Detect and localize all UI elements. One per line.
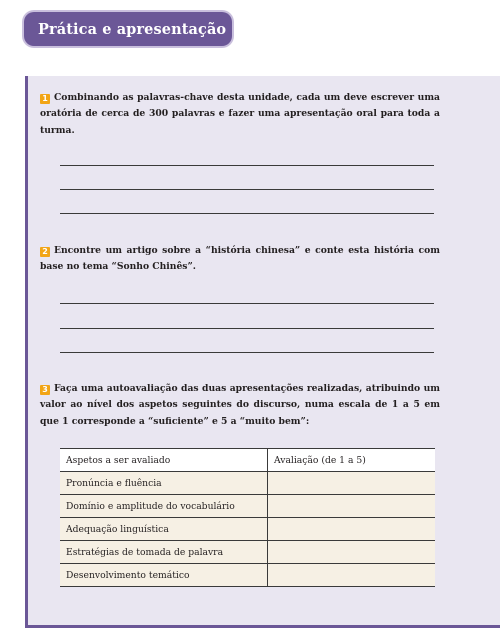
answer-line[interactable] (60, 352, 434, 353)
table-row (60, 495, 435, 518)
question-number-badge: 1 (40, 94, 50, 104)
question-2 (40, 243, 440, 276)
table-row (60, 518, 435, 541)
question-text: Combinando as palavras-chave desta unidade, cada um deve escrever uma oratória de cerca de 300 palavras e fazer uma apresentação oral para toda a turma. (40, 92, 440, 136)
aspect-cell: Domínio e amplitude do vocabulário (60, 495, 268, 518)
question-1 (40, 90, 440, 139)
answer-line[interactable] (60, 303, 434, 304)
self-evaluation-table (60, 448, 435, 587)
section-title: Prática e apresentação (38, 20, 227, 38)
score-cell[interactable] (268, 518, 436, 541)
score-cell[interactable] (268, 541, 436, 564)
column-header: Aspetos a ser avaliado (60, 449, 268, 472)
score-cell[interactable] (268, 564, 436, 587)
table-row (60, 564, 435, 587)
question-text: Encontre um artigo sobre a “história chinesa” e conte esta história com base no tema “Sonho Chinês”. (40, 245, 440, 273)
aspect-cell: Pronúncia e fluência (60, 472, 268, 495)
question-number-badge: 3 (40, 385, 50, 395)
aspect-cell: Desenvolvimento temático (60, 564, 268, 587)
aspect-cell: Adequação linguística (60, 518, 268, 541)
answer-line[interactable] (60, 213, 434, 214)
panel-left-rule (25, 76, 28, 628)
column-header: Avaliação (de 1 a 5) (268, 449, 436, 472)
table-row (60, 541, 435, 564)
aspect-cell: Estratégias de tomada de palavra (60, 541, 268, 564)
table-header-row (60, 449, 435, 472)
answer-line[interactable] (60, 165, 434, 166)
score-cell[interactable] (268, 472, 436, 495)
question-text: Faça uma autoavaliação das duas apresentações realizadas, atribuindo um valor ao nível dos aspetos seguintes do discurso, numa escala de 1 a 5 em que 1 corresponde a “suficiente” e 5 a “muito bem”: (40, 383, 440, 427)
answer-line[interactable] (60, 328, 434, 329)
score-cell[interactable] (268, 495, 436, 518)
panel-bottom-rule (25, 625, 500, 628)
section-title-tab (24, 12, 232, 46)
question-3 (40, 381, 440, 430)
table-row (60, 472, 435, 495)
question-number-badge: 2 (40, 247, 50, 257)
answer-line[interactable] (60, 189, 434, 190)
